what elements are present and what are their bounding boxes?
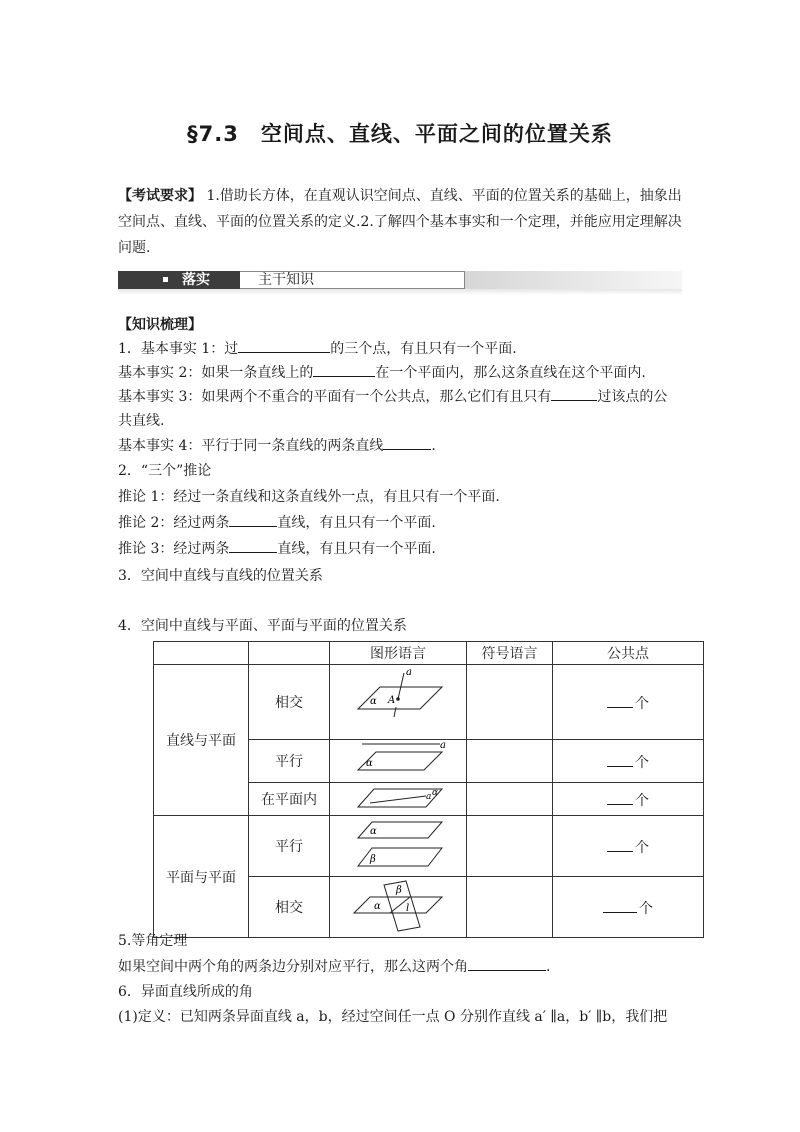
common-points-cell: 个 — [553, 783, 704, 816]
exam-requirements-line-3: 问题. — [118, 240, 151, 256]
svg-text:α: α — [370, 826, 377, 837]
group-line-plane: 直线与平面 — [154, 665, 249, 816]
fill-blank — [383, 435, 431, 450]
banner-dark-block: 落实 — [118, 271, 240, 289]
section-3-heading: 3．空间中直线与直线的位置关系 — [118, 568, 323, 584]
symbol-cell — [467, 816, 553, 877]
basic-fact-4: 基本事实 4：平行于同一条直线的两条直线 . — [118, 434, 436, 458]
row-label: 相交 — [249, 877, 330, 938]
section-5-heading: 5.等角定理 — [118, 933, 188, 949]
svg-text:a: a — [426, 792, 432, 802]
fill-blank — [607, 751, 633, 767]
inference-3: 推论 3：经过两条 直线，有且只有一个平面. — [118, 537, 436, 561]
equal-angle-theorem: 如果空间中两个角的两条边分别对应平行，那么这两个角 . — [118, 955, 550, 979]
symbol-cell — [467, 877, 553, 938]
square-bullet-icon — [163, 277, 168, 282]
basic-fact-3: 基本事实 3：如果两个不重合的平面有一个公共点，那么它们有且只有 过该点的公 — [118, 385, 667, 409]
section-6-definition: (1)定义：已知两条异面直线 a，b，经过空间任一点 O 分别作直线 a′ ∥a，b′ ∥b，我们把 — [118, 1009, 668, 1025]
inference-1: 推论 1：经过一条直线和这条直线外一点，有且只有一个平面. — [118, 489, 500, 505]
table-header-symbol: 符号语言 — [467, 642, 553, 665]
table-row — [154, 665, 704, 740]
svg-text:α: α — [370, 696, 377, 707]
exam-requirements-line-2: 空间点、直线、平面的位置关系的定义.2.了解四个基本事实和一个定理，并能应用定理解决 — [118, 214, 682, 230]
symbol-cell — [467, 783, 553, 816]
row-label: 平行 — [249, 816, 330, 877]
basic-fact-3-cont: 共直线. — [118, 413, 165, 429]
banner-light-block: 主干知识 — [240, 271, 465, 289]
section-4-heading: 4．空间中直线与平面、平面与平面的位置关系 — [118, 618, 407, 634]
figure-line-intersects-plane — [330, 665, 467, 740]
banner-shadow — [118, 289, 682, 295]
common-points-cell: 个 — [553, 877, 704, 938]
line-in-plane-diagram — [330, 783, 466, 811]
section-banner — [118, 271, 682, 295]
svg-text:A: A — [388, 695, 396, 706]
figure-planes-intersect — [330, 877, 467, 938]
svg-text:l: l — [406, 903, 410, 914]
inference-2: 推论 2：经过两条 直线，有且只有一个平面. — [118, 511, 436, 535]
fill-blank — [468, 956, 546, 971]
section-6-heading: 6．异面直线所成的角 — [118, 984, 253, 1000]
svg-text:a: a — [440, 740, 446, 751]
banner-gradient — [465, 271, 682, 289]
symbol-cell — [467, 740, 553, 783]
symbol-cell — [467, 665, 553, 740]
svg-text:a: a — [406, 667, 412, 678]
section-2-heading: 2．“三个”推论 — [118, 463, 212, 479]
exam-requirements-tag: 【考试要求】 — [118, 188, 202, 204]
common-points-cell: 个 — [553, 740, 704, 783]
line-intersects-plane-diagram — [330, 665, 466, 735]
common-points-cell: 个 — [553, 665, 704, 740]
basic-fact-1: 1．基本事实 1：过 的三个点，有且只有一个平面. — [118, 337, 517, 361]
fill-blank — [229, 512, 277, 527]
table-header-empty — [249, 642, 330, 665]
fill-blank — [607, 789, 633, 805]
fill-blank — [313, 362, 375, 377]
relation-table — [153, 641, 704, 938]
svg-text:β: β — [370, 854, 376, 865]
planes-parallel-diagram — [330, 816, 466, 872]
exam-requirements-line-1: 【考试要求】 1.借助长方体，在直观认识空间点、直线、平面的位置关系的基础上，抽象出 — [118, 188, 682, 204]
svg-text:α: α — [366, 758, 373, 769]
common-points-cell: 个 — [553, 816, 704, 877]
row-label: 在平面内 — [249, 783, 330, 816]
figure-planes-parallel — [330, 816, 467, 877]
table-header-row — [154, 642, 704, 665]
knowledge-tag: 【知识梳理】 — [118, 317, 202, 333]
figure-line-in-plane — [330, 783, 467, 816]
svg-text:α: α — [374, 901, 381, 912]
group-plane-plane: 平面与平面 — [154, 816, 249, 938]
figure-line-parallel-plane — [330, 740, 467, 783]
table-row — [154, 816, 704, 877]
fill-blank — [607, 836, 633, 852]
line-parallel-plane-diagram — [330, 740, 466, 778]
svg-text:β: β — [396, 885, 402, 896]
planes-intersect-diagram — [330, 877, 466, 933]
fill-blank — [607, 692, 633, 708]
fill-blank — [551, 386, 597, 401]
page-title: §7.3 空间点、直线、平面之间的位置关系 — [187, 122, 613, 146]
row-label: 相交 — [249, 665, 330, 740]
table-header-empty — [154, 642, 249, 665]
fill-blank — [229, 538, 277, 553]
fill-blank — [603, 897, 637, 913]
table-header-common-points: 公共点 — [553, 642, 704, 665]
basic-fact-2: 基本事实 2：如果一条直线上的 在一个平面内，那么这条直线在这个平面内. — [118, 361, 646, 385]
svg-text:α: α — [432, 788, 439, 798]
table-header-figure: 图形语言 — [330, 642, 467, 665]
row-label: 平行 — [249, 740, 330, 783]
fill-blank — [238, 338, 330, 353]
